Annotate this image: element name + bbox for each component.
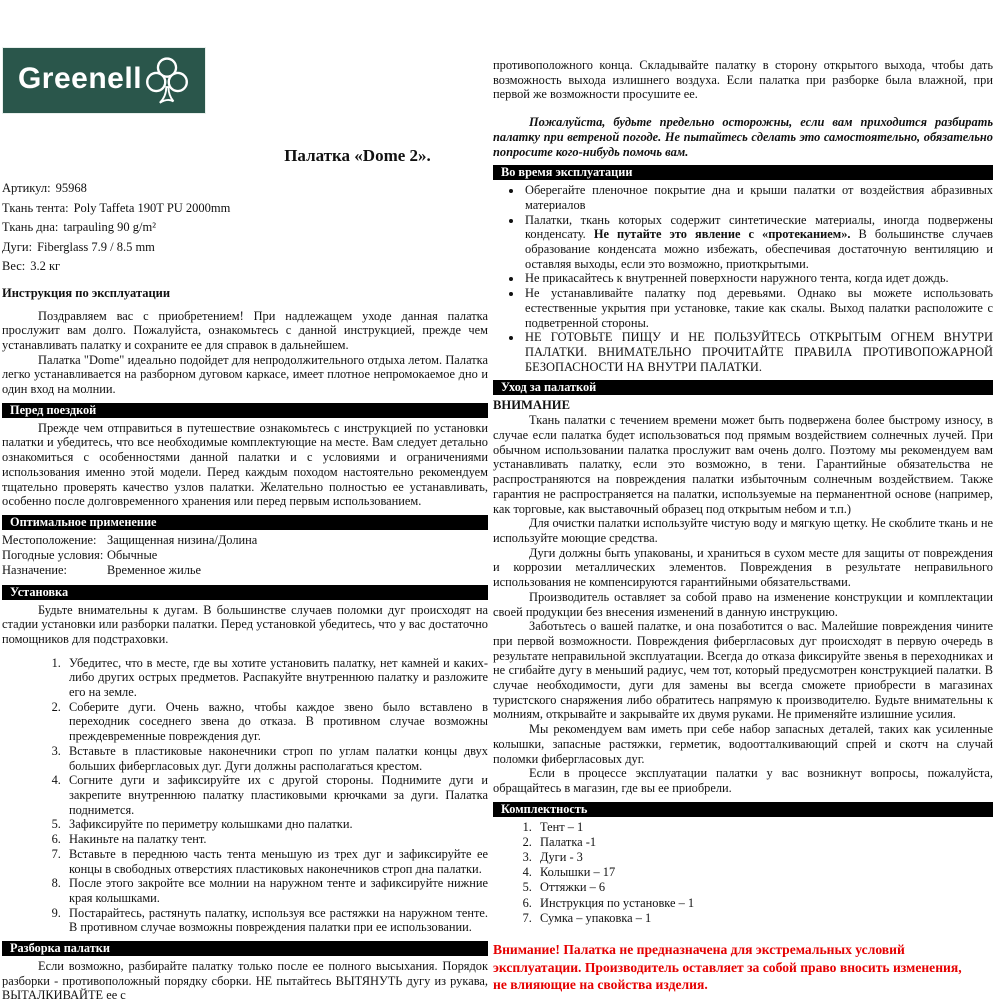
setup-step: 3. Вставьте в пластиковые наконечники строп по углам палатки концы двух больших фибергласовых дуг. Дуги должны располагаться крестом.: [64, 744, 488, 773]
instructions-heading: Инструкция по эксплуатации: [2, 285, 171, 300]
contents-item: 2. Палатка -1: [535, 835, 993, 850]
section-header-care: Уход за палаткой: [493, 380, 993, 395]
right-column: [493, 0, 993, 1003]
kv-label: Местоположение:: [2, 532, 97, 547]
spec-label: Ткань тента:: [2, 200, 69, 215]
optimal-use-table: [2, 533, 488, 579]
spec-value: 95968: [55, 181, 87, 195]
section-header-disassembly: Разборка палатки: [2, 941, 488, 956]
care-paragraph: Мы рекомендуем вам иметь при себе набор запасных деталей, таких как усиленные колышки, запасные растяжки, герметик, водоотталкивающий спрей и скотч на случай поломки фибергласовых дуг.: [493, 722, 993, 766]
disassembly-body: Если возможно, разбирайте палатку только после ее полного высыхания. Порядок разборки - противоположный порядку сборки. НЕ пытайтесь ВЫТЯНУТЬ дугу из рукава, ВЫТАЛКИВАЙТЕ ее с: [2, 959, 488, 1003]
during-use-item: • Оберегайте пленочное покрытие дна и крыши палатки от воздействия абразивных материалов: [523, 183, 993, 212]
setup-step: 5. Зафиксируйте по периметру колышками дно палатки.: [64, 817, 488, 832]
setup-step: 4. Согните дуги и зафиксируйте их с другой стороны. Поднимите дуги и закрепите внутреннюю палатку пластиковыми крючками за дуги. Палатка поднимется.: [64, 773, 488, 817]
kv-row-weather: [2, 548, 488, 563]
kv-label: Назначение:: [2, 563, 67, 578]
kv-row-purpose: [2, 563, 488, 578]
page-title: Палатка «Dome 2».: [284, 146, 431, 165]
spec-list: [2, 179, 488, 277]
care-paragraph: Дуги должны быть упакованы, и храниться в сухом месте для защиты от повреждения и коррозии металлических элементов. Повреждения в результате неправильного использования не компенсируются гарантийными обязательствами.: [493, 545, 993, 590]
spec-row-tent-fabric: [2, 199, 488, 219]
contents-item: 4. Колышки – 17: [535, 865, 993, 880]
section-header-before-trip: Перед поездкой: [2, 403, 488, 418]
section-header-contents: Комплектность: [493, 802, 993, 817]
contents-item: 6. Инструкция по установке – 1: [535, 896, 993, 911]
during-use-list: [493, 183, 993, 374]
clover-icon: [144, 56, 190, 108]
kv-row-location: [2, 533, 488, 548]
setup-intro: Будьте внимательны к дугам. В большинстве случаев поломки дуг происходят на стадии установки или разборки палатки. Перед установкой убедитесь, что у вас достаточно помощников для подстраховки.: [2, 602, 488, 646]
contents-item: 1. Тент – 1: [535, 820, 993, 835]
greenell-logo: [3, 48, 205, 113]
spec-row-article: [2, 179, 488, 199]
bullet-text: В большинстве случаев образование конденсата можно избежать, обеспечивая достаточную вентиляцию и оставляя выходы, если это возможно, приоткрытыми.: [525, 227, 993, 271]
bullet-bold-text: Не путайте это явление с «протеканием».: [593, 227, 851, 242]
spec-row-weight: [2, 257, 488, 277]
section-header-during-use: Во время эксплуатации: [493, 165, 993, 180]
spec-row-poles: [2, 238, 488, 258]
disassembly-continuation: противоположного конца. Складывайте палатку в сторону открытого выхода, чтобы дать возможность выхода излишнего воздуха. Если палатка при разборке была влажной, при первой же возможности просушите ее.: [493, 58, 993, 102]
contents-item: 5. Оттяжки – 6: [535, 880, 993, 895]
spec-label: Артикул:: [2, 181, 51, 195]
setup-step: 8. После этого закройте все молнии на наружном тенте и зафиксируйте нижние края колышками.: [64, 876, 488, 905]
during-use-item: • Не прикасайтесь к внутренней поверхности наружного тента, когда идет дождь.: [523, 271, 993, 286]
kv-value: Защищенная низина/Долина: [107, 532, 258, 547]
setup-step: 2. Соберите дуги. Очень важно, чтобы каждое звено было вставлено в переходник соседнего звена до отказа. В противном случае возможны преждевременные повреждения дуг.: [64, 700, 488, 744]
section-header-setup: Установка: [2, 585, 488, 600]
kv-value: Временное жилье: [107, 563, 202, 578]
spec-label: Вес:: [2, 259, 26, 273]
care-paragraph: Для очистки палатки используйте чистую воду и мягкую щетку. Не скоблите ткань и не используйте моющие средства.: [493, 516, 993, 545]
kv-value: Обычные: [107, 548, 158, 563]
package-contents-list: [493, 820, 993, 926]
spec-row-floor-fabric: [2, 218, 488, 238]
spec-value: Poly Taffeta 190T PU 2000mm: [73, 200, 231, 215]
during-use-item: • НЕ ГОТОВЬТЕ ПИЩУ И НЕ ПОЛЬЗУЙТЕСЬ ОТКРЫТЫМ ОГНЕМ ВНУТРИ ПАЛАТКИ. ВНИМАТЕЛЬНО ПРОЧИТАЙТЕ ПРАВИЛА ПРОТИВОПОЖАРНОЙ БЕЗОПАСНОСТИ НА ВНУТРИ ПАЛАТКИ.: [523, 330, 993, 374]
spec-label: Ткань дна:: [2, 220, 59, 234]
contents-item: 7. Сумка – упаковка – 1: [535, 911, 993, 926]
left-column: [2, 0, 488, 1003]
greenell-logo-text: Greenell: [17, 61, 143, 95]
setup-step: 7. Вставьте в переднюю часть тента меньшую из трех дуг и зафиксируйте ее концы в свободных отверстиях пластиковых наконечников строп дна палатки.: [64, 847, 488, 876]
spec-label: Дуги:: [2, 239, 33, 254]
wind-warning: Пожалуйста, будьте предельно осторожны, если вам приходится разбирать палатку при ветреной погоде. Не пытайтесь сделать это самостоятельно, обязательно попросите кого-нибудь помочь вам.: [493, 115, 993, 159]
setup-step: 6. Накиньте на палатку тент.: [64, 832, 488, 847]
setup-steps-list: [2, 656, 488, 935]
before-trip-body: Прежде чем отправиться в путешествие ознакомьтесь с инструкцией по установки палатки и убедитесь, что все необходимые комплектующие на месте. Вам следует детально ознакомиться с особенностями данной палатки и с условиями и ограничениями использования именно этой модели. Перед каждым походом настоятельно рекомендуем тщательно проверять качество узлов палатки. Желательно полностью ее устанавливать, особенно после долговременного хранения или перед первым использованием.: [2, 420, 488, 509]
contents-item: 3. Дуги - 3: [535, 850, 993, 865]
care-attention-label: ВНИМАНИЕ: [493, 398, 570, 413]
spec-value: tarpauling 90 g/m²: [63, 220, 156, 234]
care-paragraph: Заботьтесь о вашей палатке, и она позаботится о вас. Малейшие повреждения чините при первой возможности. Повреждения фибергласовых дуг происходят в первую очередь в результате неправильной эксплуатации. Всегда до отказа фиксируйте звенья в переходниках и не сгибайте дугу в меньший радиус, чем тот, который предусмотрен конструкцией палатки. В случае необходимости, дуги для замены вы всегда сможете приобрести в магазинах туристского снаряжения либо обратитесь напрямую к производителю. Будьте внимательны к молниям, открывайте и закрывайте их двумя руками. Не применяйте излишние усилия.: [493, 619, 993, 722]
setup-step: 1. Убедитес, что в месте, где вы хотите установить палатку, нет камней и каких-либо других острых предметов. Распакуйте внутреннюю палатку и разложите его на земле.: [64, 656, 488, 700]
spec-value: Fiberglass 7.9 / 8.5 mm: [37, 239, 155, 254]
spec-value: 3.2 кг: [30, 259, 61, 273]
final-red-warning: Внимание! Палатка не предназначена для экстремальных условий эксплуатации. Производитель оставляет за собой право вносить изменения, не влияющие на свойства изделия.: [493, 942, 962, 993]
during-use-item: • Не устанавливайте палатку под деревьями. Однако вы можете использовать естественные укрытия при установке, такие как скалы. Выход палатки расположите с подветренной стороны.: [523, 286, 993, 330]
bullet-text: Палатки, ткань которых содержит синтетические материалы, иногда подвержены конденсату.: [525, 212, 993, 242]
care-paragraph: Производитель оставляет за собой право на изменение конструкции и комплектации своей продукции без внесения изменений в данную инструкцию.: [493, 589, 993, 619]
intro-paragraph-2: Палатка "Dome" идеально подойдет для непродолжительного отдыха летом. Палатка легко устанавливается на разборном дуговом каркасе, имеет плотное непромокаемое дно и один вход на молнии.: [2, 352, 488, 397]
setup-step: 9. Постарайтесь, растянуть палатку, используя все растяжки на наружном тенте. В противном случае возможны повреждения палатки при ее использовании.: [64, 906, 488, 935]
intro-paragraph-1: Поздравляем вас с приобретением! При надлежащем уходе данная палатка прослужит вам долго. Пожалуйста, ознакомьтесь с данной инструкцией, прежде чем устанавливать палатку и сохраните ее для справок в дальнейшем.: [2, 308, 488, 352]
care-paragraph: Если в процессе эксплуатации палатки у вас возникнут вопросы, пожалуйста, обращайтесь в магазин, где вы ее приобрели.: [493, 766, 993, 795]
section-header-optimal-use: Оптимальное применение: [2, 515, 488, 530]
kv-label: Погодные условия:: [2, 548, 104, 563]
during-use-item: [523, 213, 993, 272]
care-paragraph: Ткань палатки с течением времени может быть подвержена более быстрому износу, в случае если палатка будет использоваться под прямым воздействием солнечных лучей. При обычном использовании палатка прослужит вам очень долго. Поэтому мы рекомендуем вам устанавливать палатку, если это возможно, в тени. Гарантийные обязательства не распространяются на повреждения палатки избыточным солнечным воздействием. Также гарантия не распространяется на палатки, используемые на перманентной основе (например, как торговые, как выставочный образец под открытым небом и т.п.): [493, 413, 993, 516]
